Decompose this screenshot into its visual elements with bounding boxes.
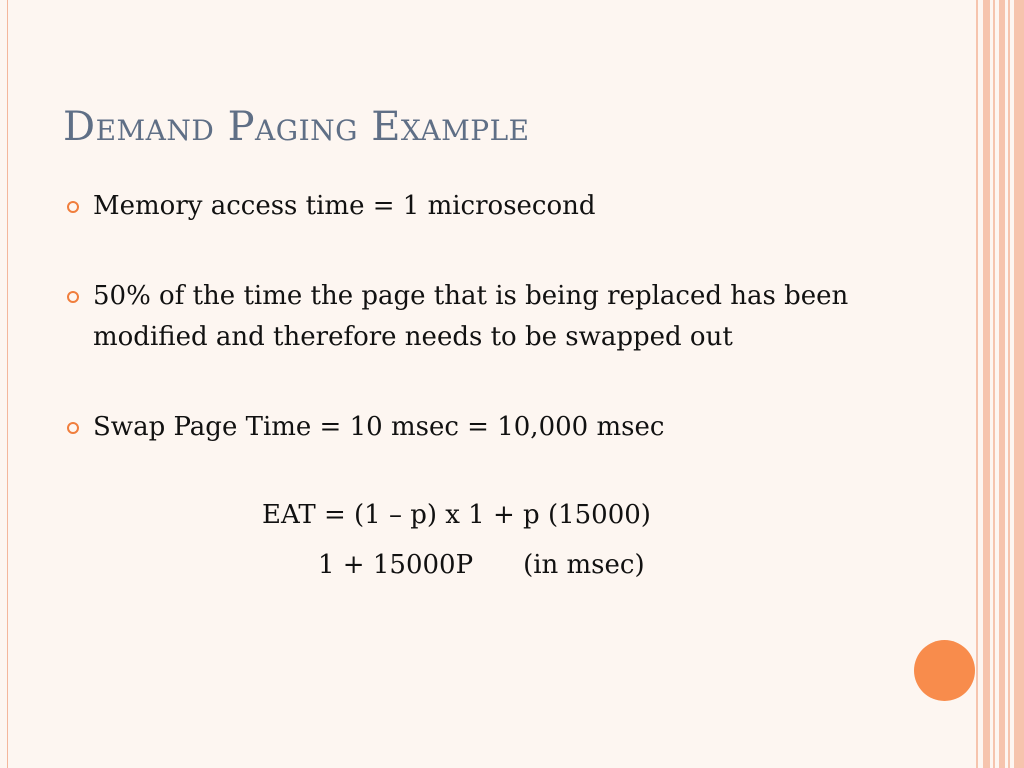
bullet-text: Memory access time = 1 microsecond	[93, 191, 596, 221]
right-stripe	[993, 0, 995, 768]
eat-result	[318, 550, 645, 580]
eat-result-expression: 1 + 15000P	[318, 550, 474, 580]
slide-title: Demand Paging Example	[63, 104, 530, 150]
circle-bullet-icon	[67, 422, 79, 434]
right-stripe	[1008, 0, 1010, 768]
left-border-line	[7, 0, 8, 768]
orange-circle-decoration	[914, 640, 975, 701]
circle-bullet-icon	[67, 291, 79, 303]
right-stripe	[999, 0, 1005, 768]
right-stripe	[983, 0, 990, 768]
bullet-text: 50% of the time the page that is being replaced has been modified and therefore needs to be swapped out	[93, 281, 849, 352]
bullet-text: Swap Page Time = 10 msec = 10,000 msec	[93, 412, 665, 442]
bullet-list	[64, 186, 854, 448]
bullet-item	[64, 407, 854, 448]
right-stripe	[976, 0, 978, 768]
circle-bullet-icon	[67, 201, 79, 213]
bullet-item	[64, 276, 854, 358]
right-stripe	[1014, 0, 1024, 768]
eat-formula: EAT = (1 – p) x 1 + p (15000)	[262, 500, 651, 530]
bullet-item	[64, 186, 854, 227]
eat-result-unit: (in msec)	[523, 550, 645, 580]
